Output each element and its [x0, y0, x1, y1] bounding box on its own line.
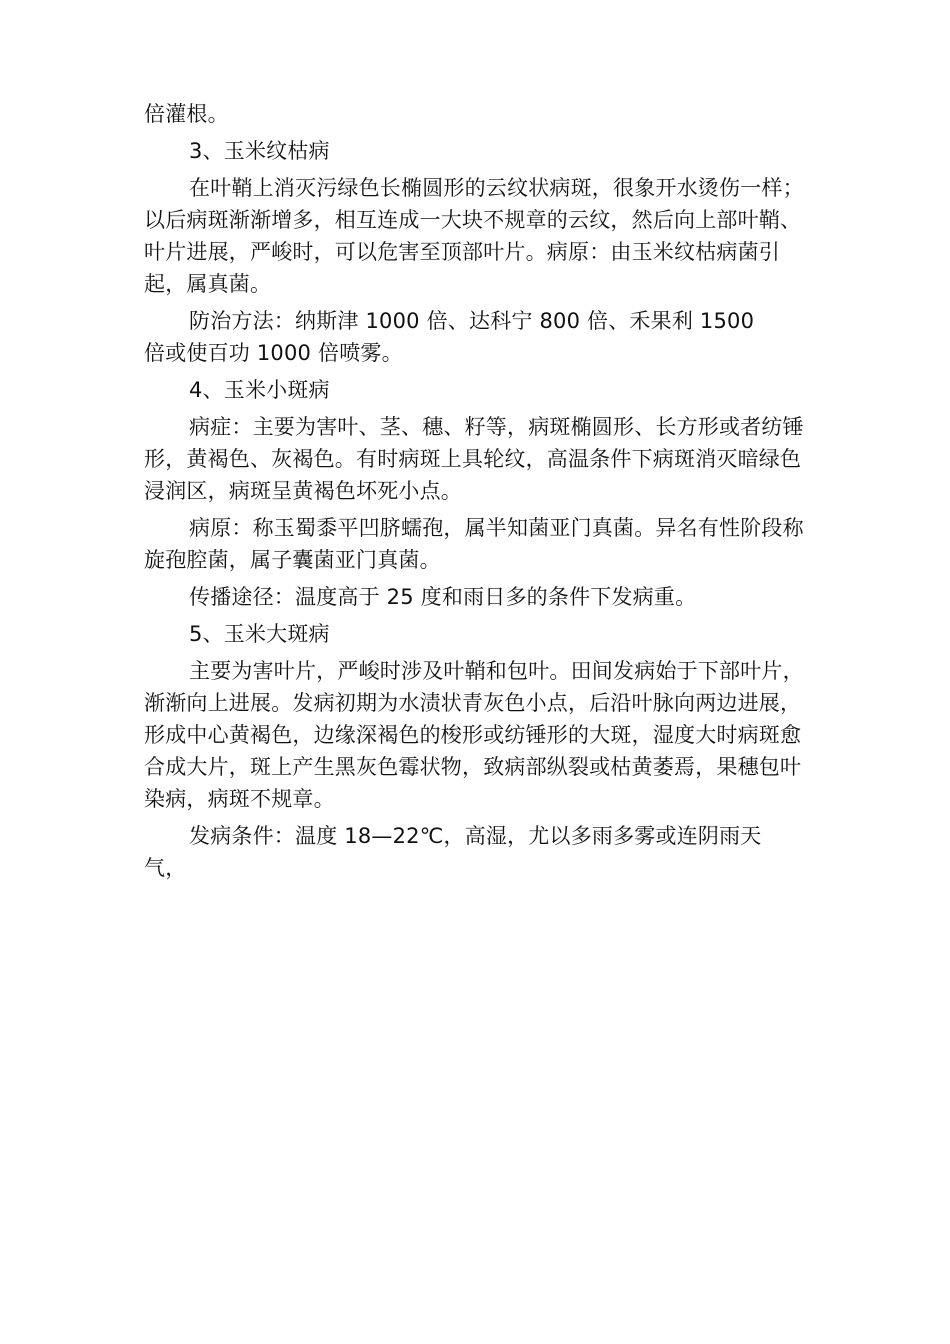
paragraph-control-methods-continued: 倍或使百功 1000 倍喷雾。: [144, 341, 403, 365]
section-heading-southern-leaf-blight: 4、玉米小斑病: [189, 378, 330, 402]
paragraph-transmission-route: 传播途径：温度高于 25 度和雨日多的条件下发病重。: [189, 585, 697, 609]
paragraph-continuation: 倍灌根。: [144, 102, 229, 126]
paragraph-southern-blight-symptoms: 病症：主要为害叶、茎、穗、籽等，病斑椭圆形、长方形或者纺锤形，黄褐色、灰褐色。有时病斑上具轮纹，高温条件下病斑消灭暗绿色浸润区，病斑呈黄褐色坏死小点。: [144, 415, 804, 503]
paragraph-disease-conditions: 发病条件：温度 18—22℃，高湿，尤以多雨多雾或连阴雨天: [189, 824, 762, 848]
paragraph-control-methods: 防治方法：纳斯津 1000 倍、达科宁 800 倍、禾果利 1500: [189, 309, 755, 333]
section-heading-corn-sheath-blight: 3、玉米纹枯病: [189, 139, 330, 163]
document-body: [144, 98, 820, 884]
paragraph-disease-conditions-continued: 气，: [144, 856, 187, 880]
paragraph-sheath-blight-symptoms: 在叶鞘上消灭污绿色长椭圆形的云纹状病斑，很象开水烫伤一样；以后病斑渐渐增多，相互连成一大块不规章的云纹，然后向上部叶鞘、叶片进展，严峻时，可以危害至顶部叶片。病原：由玉米纹枯病菌引起，属真菌。: [144, 176, 804, 296]
paragraph-northern-blight-symptoms: 主要为害叶片，严峻时涉及叶鞘和包叶。田间发病始于下部叶片，渐渐向上进展。发病初期为水渍状青灰色小点，后沿叶脉向两边进展，形成中心黄褐色，边缘深褐色的梭形或纺锤形的大斑，湿度大时病斑愈合成大片，斑上产生黑灰色霉状物，致病部纵裂或枯黄萎焉，果穗包叶染病，病斑不规章。: [144, 659, 804, 811]
paragraph-southern-blight-pathogen: 病原：称玉蜀黍平凹脐蠕孢，属半知菌亚门真菌。异名有性阶段称旋孢腔菌，属子囊菌亚门真菌。: [144, 516, 804, 572]
section-heading-northern-leaf-blight: 5、玉米大斑病: [189, 622, 330, 646]
